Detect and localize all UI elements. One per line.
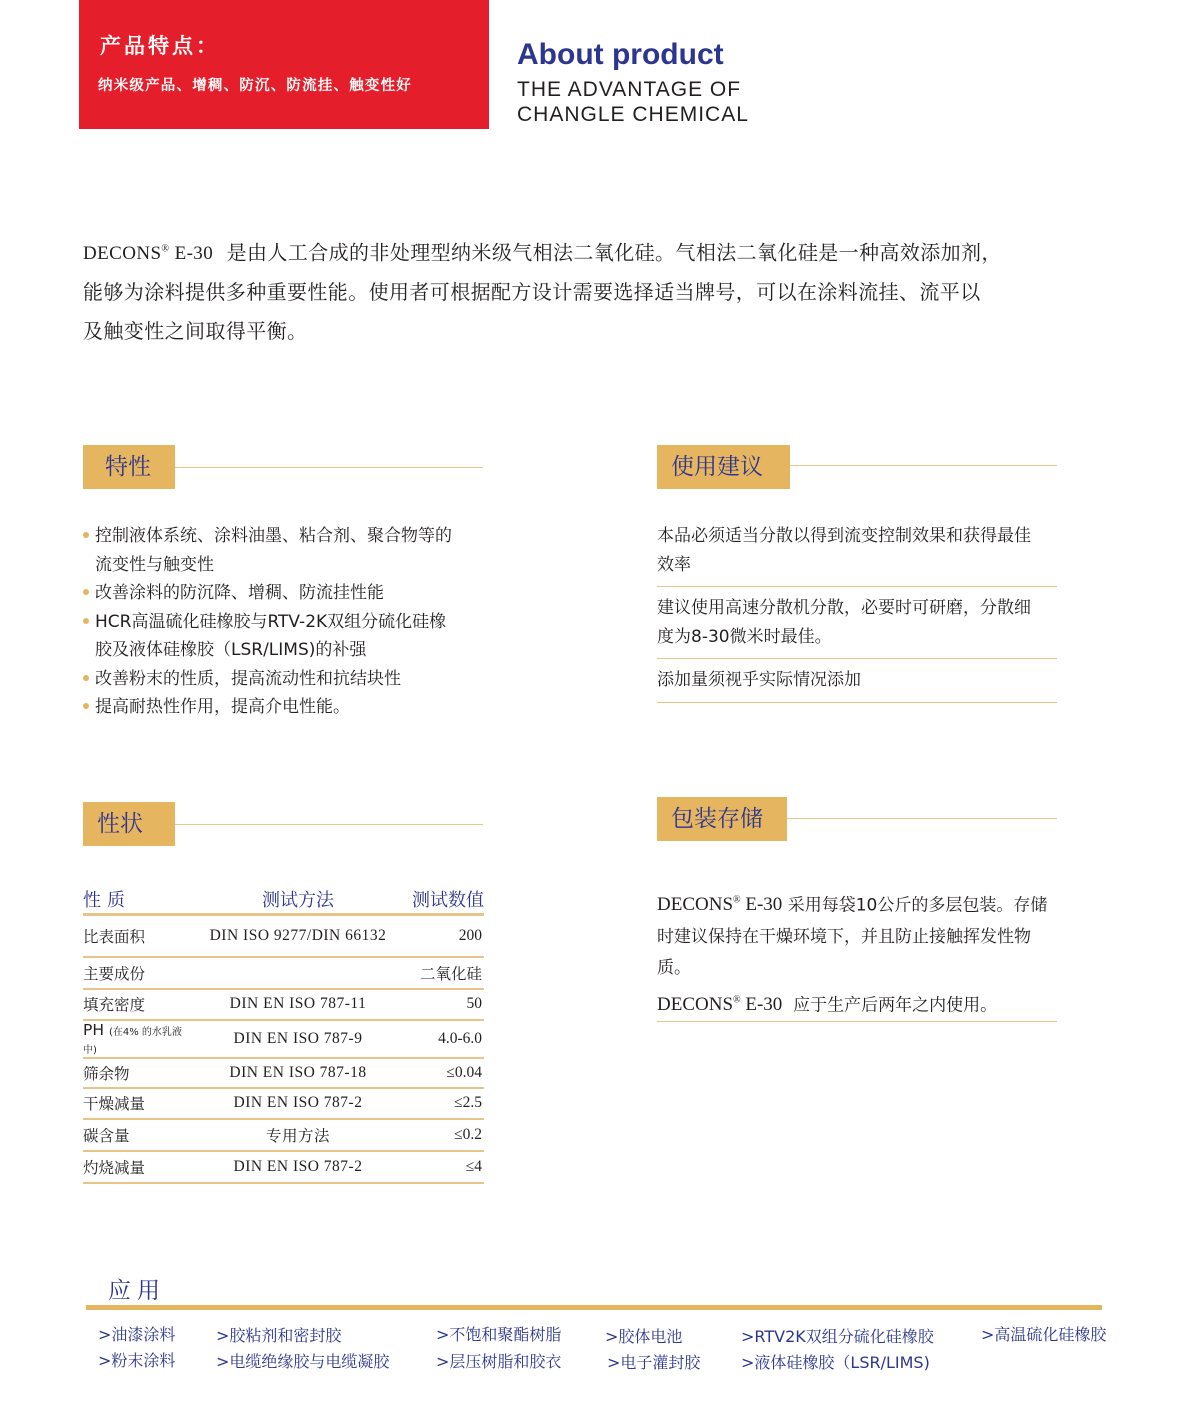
table-row: 主要成份 二氧化硅 (83, 957, 484, 989)
about-subtitle-line1: THE ADVANTAGE OF (517, 78, 742, 101)
intro-line3: 及触变性之间取得平衡。 (83, 319, 308, 344)
bullet-icon (83, 589, 89, 595)
column-header: 性质 (83, 885, 193, 915)
properties-table (83, 885, 484, 1184)
table-row: 填充密度 DIN EN ISO 787-11 50 (83, 989, 484, 1020)
brand-name: DECONS® E-30 (657, 994, 783, 1016)
table-row: 比表面积 DIN ISO 9277/DIN 66132 200 (83, 915, 484, 957)
packaging-line1: DECONS® E-30 采用每袋10公斤的多层包装。存储 (657, 894, 1048, 916)
table-header-row (83, 885, 484, 915)
column-header: 测试方法 (193, 885, 403, 915)
intro-paragraph (83, 230, 1108, 351)
table-row: 碳含量 专用方法 ≤0.2 (83, 1119, 484, 1151)
application-item: >液体硅橡胶（LSR/LIMS) (741, 1353, 930, 1372)
list-item: 建议使用高速分散机分散，必要时可研磨，分散细 度为8-30微米时最佳。 (657, 594, 1057, 659)
about-subtitle-line2: CHANGLE CHEMICAL (517, 103, 749, 126)
column-header: 测试数值 (403, 885, 484, 915)
properties-heading: 性状 (83, 802, 175, 846)
packaging-heading: 包装存储 (657, 797, 787, 841)
list-item: 改善粉末的性质，提高流动性和抗结块性 (83, 665, 503, 694)
application-item: >RTV2K双组分硫化硅橡胶 (741, 1327, 934, 1346)
usage-heading: 使用建议 (657, 445, 790, 489)
application-item: >胶体电池 (605, 1327, 683, 1346)
packaging-line4: DECONS® E-30 应于生产后两年之内使用。 (657, 994, 998, 1016)
intro-line2: 能够为涂料提供多种重要性能。使用者可根据配方设计需要选择适当牌号，可以在涂料流挂、流平以 (83, 280, 981, 305)
list-item: HCR高温硫化硅橡胶与RTV-2K双组分硫化硅橡 胶及液体硅橡胶（LSR/LIMS)的补强 (83, 608, 503, 665)
application-item: >不饱和聚酯树脂 (436, 1325, 562, 1344)
brand-name: DECONS® E-30 (657, 894, 783, 916)
list-item: 添加量须视乎实际情况添加 (657, 666, 1057, 703)
features-heading: 特性 (83, 445, 175, 489)
properties-heading-rule (175, 824, 483, 825)
application-bar (86, 1305, 1102, 1310)
application-item: >胶粘剂和密封胶 (216, 1326, 342, 1345)
application-item: >电子灌封胶 (607, 1353, 701, 1372)
brand-name: DECONS® E-30 (83, 243, 214, 265)
packaging-line3: 质。 (657, 958, 691, 979)
usage-heading-rule (790, 465, 1057, 466)
features-heading-rule (175, 467, 483, 468)
bullet-icon (83, 532, 89, 538)
application-item: >电缆绝缘胶与电缆凝胶 (216, 1352, 390, 1371)
bullet-icon (83, 618, 89, 624)
packaging-rule (657, 1021, 1057, 1022)
header-banner (79, 0, 489, 129)
features-list (83, 522, 503, 722)
banner-subtitle: 纳米级产品、增稠、防沉、防流挂、触变性好 (98, 78, 412, 94)
about-title: About product (517, 38, 724, 71)
application-item: >粉末涂料 (98, 1351, 176, 1370)
list-item: 改善涂料的防沉降、增稠、防流挂性能 (83, 579, 503, 608)
application-item: >油漆涂料 (98, 1325, 176, 1344)
application-title: 应用 (108, 1278, 166, 1304)
intro-line1: DECONS® E-30 是由人工合成的非处理型纳米级气相法二氧化硅。气相法二氧化硅是一种高效添加剂， (83, 240, 1002, 265)
bullet-icon (83, 703, 89, 709)
table-row: 干燥减量 DIN EN ISO 787-2 ≤2.5 (83, 1088, 484, 1119)
packaging-line2: 时建议保持在干燥环境下，并且防止接触挥发性物 (657, 926, 1031, 947)
application-item: >层压树脂和胶衣 (436, 1352, 562, 1371)
table-row: PH (在4% 的水乳液中) DIN EN ISO 787-9 4.0-6.0 (83, 1020, 482, 1056)
packaging-heading-rule (787, 818, 1057, 819)
list-item: 控制液体系统、涂料油墨、粘合剂、聚合物等的 流变性与触变性 (83, 522, 503, 579)
packaging-text (657, 885, 1069, 1022)
usage-list (657, 522, 1057, 710)
list-item: 本品必须适当分散以得到流变控制效果和获得最佳 效率 (657, 522, 1057, 587)
table-row: 筛余物 DIN EN ISO 787-18 ≤0.04 (83, 1058, 484, 1088)
list-item: 提高耐热性作用，提高介电性能。 (83, 693, 503, 722)
banner-title: 产品特点： (100, 34, 220, 58)
table-row: 灼烧减量 DIN EN ISO 787-2 ≤4 (83, 1151, 484, 1183)
bullet-icon (83, 675, 89, 681)
application-item: >高温硫化硅橡胶 (981, 1325, 1107, 1344)
